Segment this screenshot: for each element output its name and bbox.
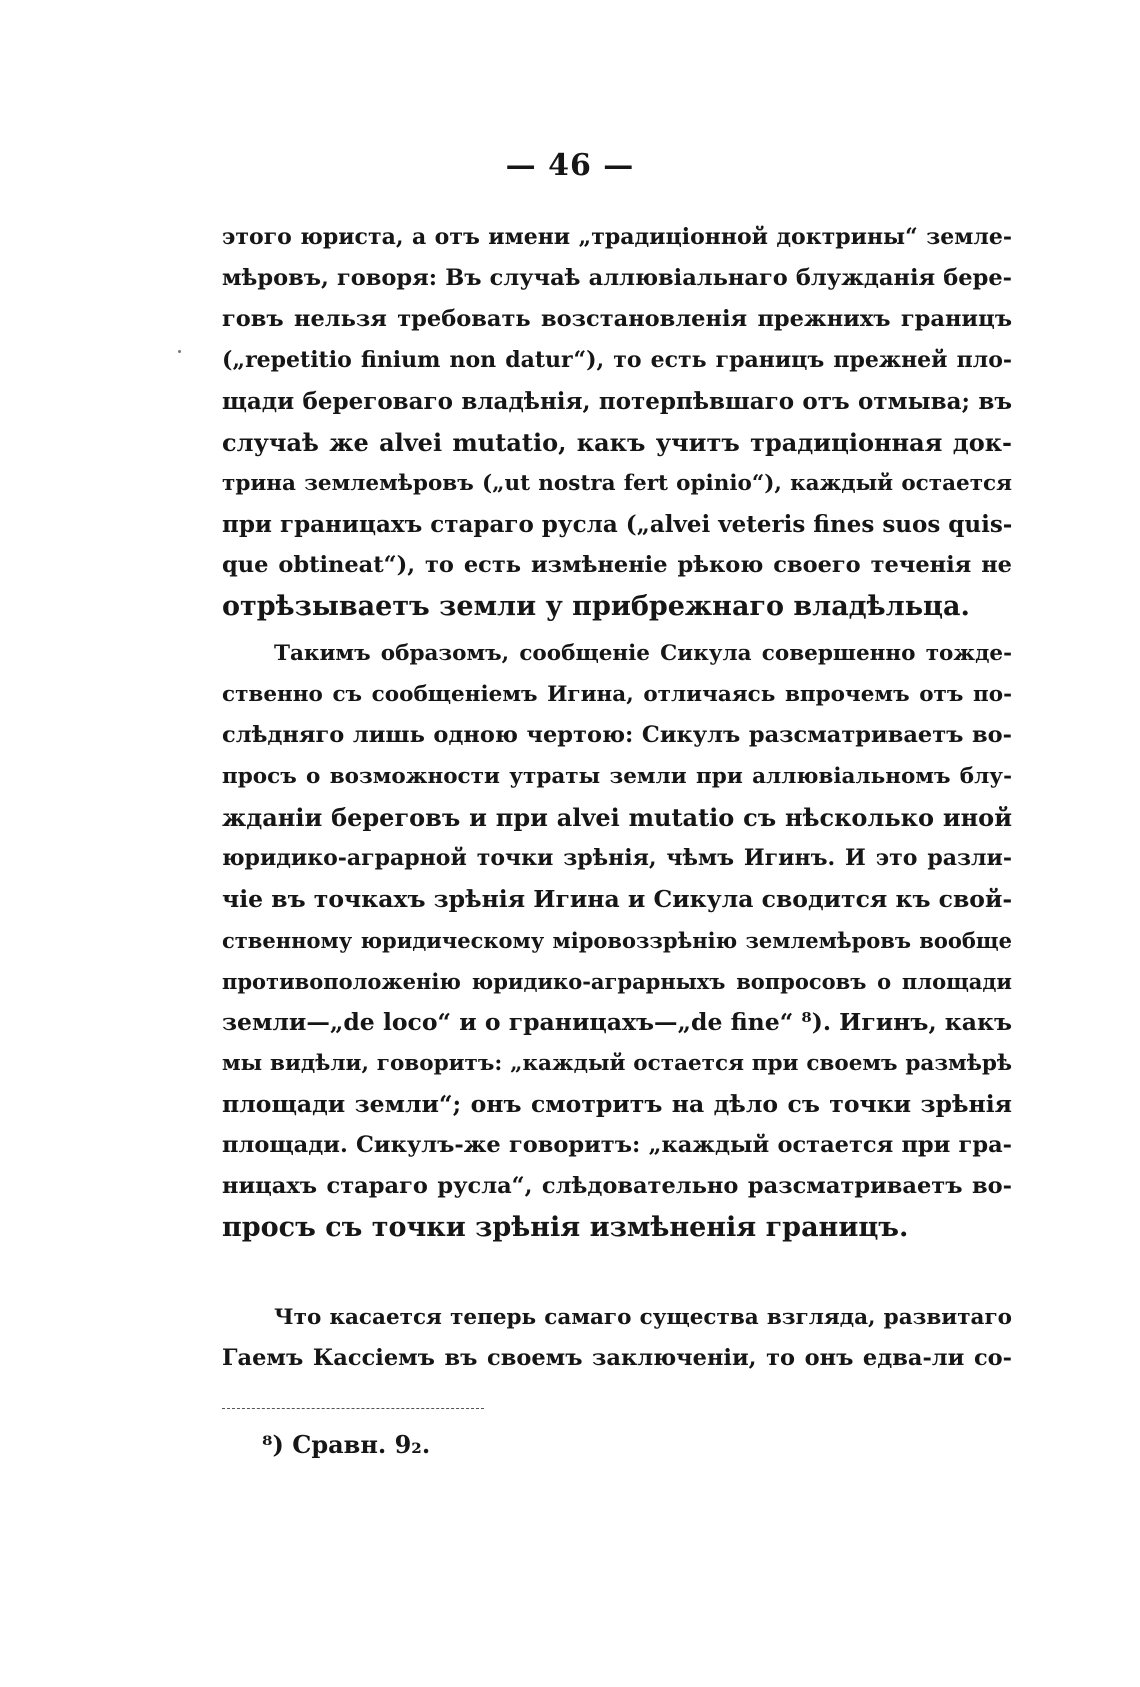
text-line: ственно съ сообщеніемъ Игина, отличаясь впрочемъ отъ по- (222, 682, 1012, 707)
text-line: просъ о возможности утраты земли при аллювіальномъ блу- (222, 764, 1012, 789)
text-line: que obtineat“), то есть измѣненіе рѣкою своего теченія не (222, 552, 1012, 578)
paragraph-1 (222, 217, 1012, 627)
text-line: случаѣ же alvei mutatio, какъ учитъ традиціонная док- (222, 428, 1012, 457)
margin-mark (178, 350, 181, 353)
text-line: площади земли“; онъ смотритъ на дѣло съ точки зрѣнія (222, 1090, 1012, 1118)
text-line: жданіи береговъ и при alvei mutatio съ нѣсколько иной (222, 803, 1012, 832)
text-line: при границахъ стараго русла („alvei veteris fines suos quis- (222, 511, 1013, 538)
text-line: противоположенію юридико-аграрныхъ вопросовъ о площади (222, 969, 1012, 994)
text-line: Такимъ образомъ, сообщеніе Сикула совершенно тожде- (274, 641, 1012, 666)
paragraph-3 (222, 1297, 1012, 1379)
text-line: ственному юридическому міровоззрѣнію землемѣровъ вообще (222, 928, 1012, 953)
text-line: юридико-аграрной точки зрѣнія, чѣмъ Игинъ. И это разли- (222, 845, 1012, 871)
footnote-rule (222, 1408, 484, 1409)
text-line: Что касается теперь самаго существа взгляда, развитаго (274, 1305, 1012, 1330)
text-line: трина землемѣровъ („ut nostra fert opinio“), каждый остается (222, 471, 1012, 496)
text-line: просъ съ точки зрѣнія измѣненія границъ. (222, 1212, 909, 1243)
text-line: этого юриста, а отъ имени „традиціонной доктрины“ земле- (222, 224, 1012, 250)
text-line: мѣровъ, говоря: Въ случаѣ аллювіальнаго блужданія бере- (222, 265, 1012, 291)
text-line: земли—„de loco“ и о границахъ—„de fine“ ⁸). Игинъ, какъ (222, 1008, 1013, 1036)
text-line: слѣдняго лишь одною чертою: Сикулъ разсматриваетъ во- (222, 722, 1012, 748)
text-line: ницахъ стараго русла“, слѣдовательно разсматриваетъ во- (222, 1173, 1012, 1199)
footnote: ⁸) Сравн. 9₂. (262, 1430, 431, 1459)
text-line: площади. Сикулъ-же говоритъ: „каждый остается при гра- (222, 1132, 1012, 1158)
text-line: чіе въ точкахъ зрѣнія Игина и Сикула сводится къ свой- (222, 885, 1013, 913)
text-line: щади береговаго владѣнія, потерпѣвшаго отъ отмыва; въ (222, 388, 1012, 415)
text-line: отрѣзываетъ земли у прибрежнаго владѣльца. (222, 591, 970, 622)
text-line: мы видѣли, говоритъ: „каждый остается при своемъ размѣрѣ (222, 1051, 1012, 1076)
text-line: говъ нельзя требовать возстановленія прежнихъ границъ (222, 306, 1012, 332)
text-line: Гаемъ Кассіемъ въ своемъ заключеніи, то онъ едва-ли со- (222, 1345, 1012, 1371)
page-number: — 46 — (505, 148, 635, 183)
paragraph-2 (222, 633, 1012, 1248)
text-line: („repetitio finium non datur“), то есть границъ прежней пло- (222, 347, 1012, 373)
